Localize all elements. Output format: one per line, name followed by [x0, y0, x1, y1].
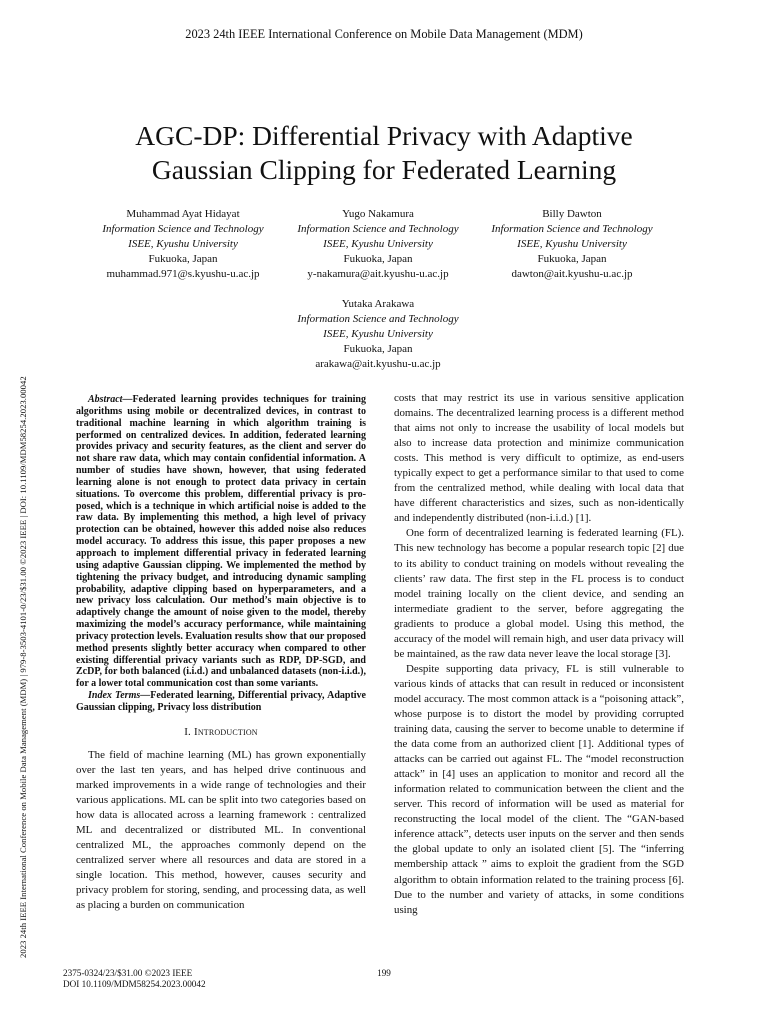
body-paragraph: One form of decentralized learning is federated learning (FL). This new technology has become a popular research topic [2] due to its ability to conduct training on models without revealing the clients’ raw data. The first step in the FL process is to conduct model training locally on the client device, and sending an intermediate gradient to the server, before aggregating the gradients to produce a global model. Using this method, the accuracy of the model will remain high, and user data privacy will be maintained, as the raw data never leave the local storage [3].	[394, 527, 684, 660]
index-terms	[76, 690, 366, 714]
sidebar-citation-text: 2023 24th IEEE International Conference on Mobile Data Management (MDM) | 979-8-3503-4101-0/23/$31.00 ©2023 IEEE | DOI: 10.1109/MDM58254.2023.00042	[18, 376, 28, 958]
conference-header: 2023 24th IEEE International Conference on Mobile Data Management (MDM)	[185, 27, 583, 41]
author-block	[268, 297, 488, 372]
author-block	[73, 207, 293, 282]
author-email: y-nakamura@ait.kyushu-u.ac.jp	[307, 268, 449, 280]
index-terms-text: Federated learning, Differential privacy, Adaptive Gaussian clipping, Privacy loss distribution	[76, 690, 366, 713]
footer-copyright: 2375-0324/23/$31.00 ©2023 IEEE	[63, 968, 193, 978]
author-email: dawton@ait.kyushu-u.ac.jp	[511, 268, 633, 280]
intro-paragraph: The field of machine learning (ML) has grown exponentially over the last ten years, and has helped drive continuous and marked improvements in a wide range of technologies and their various applications. ML can be split into two categories based on how data is allocated across a learning framework : centralized ML and decentralized or distributed ML. In conventional centralized ML, the approaches commonly depend on the centralized server where all resources and data are stored in a single location. This method, however, causes security and privacy problem for storing, sending, and processing data, as well as placing a burden on communication	[76, 748, 366, 912]
author-dept: Information Science and Technology	[297, 223, 459, 235]
author-location: Fukuoka, Japan	[343, 253, 413, 265]
author-dept: Information Science and Technology	[491, 223, 653, 235]
author-univ: ISEE, Kyushu University	[323, 328, 433, 340]
author-email: muhammad.971@s.kyushu-u.ac.jp	[106, 268, 260, 280]
author-block	[462, 207, 682, 282]
abstract	[76, 394, 366, 690]
left-column	[76, 394, 366, 913]
author-name: Yutaka Arakawa	[341, 298, 415, 310]
title-line-1: AGC-DP: Differential Privacy with Adaptive	[135, 120, 633, 151]
author-location: Fukuoka, Japan	[148, 253, 218, 265]
author-dept: Information Science and Technology	[297, 313, 459, 325]
body-paragraph: Despite supporting data privacy, FL is still vulnerable to various kinds of attacks that can result in reduced or inconsistent model accuracy. The most common attack is a “poisoning attack”, whose purpose is to distort the model by providing corrupted training data, causing the server to become unable to determine if the data come from an authorized client [1]. Additional types of attacks can be carried out against FL. The “model reconstruction attack” in [4] uses an application to monitor and record all the information related to communication between the client and the server. This record of information will be used as material for reconstructing the local model of the client. The “GAN-based inference attack”, detects user inputs on the server and then sends the global update to only an isolated client [5]. The “inferring membership attack ” aims to exploit the gradient from the SGD algorithm to obtain information related to the training process [6]. Due to the number and variety of attacks, in some conditions using	[394, 662, 684, 916]
title-line-2: Gaussian Clipping for Federated Learning	[151, 154, 617, 185]
author-univ: ISEE, Kyushu University	[323, 238, 433, 250]
index-terms-label: Index Terms—	[88, 690, 151, 702]
author-univ: ISEE, Kyushu University	[128, 238, 238, 250]
right-column	[394, 391, 684, 918]
author-location: Fukuoka, Japan	[343, 343, 413, 355]
section-heading: I. Introduction	[184, 725, 258, 738]
author-name: Muhammad Ayat Hidayat	[126, 208, 240, 220]
author-block	[268, 207, 488, 282]
footer-doi: DOI 10.1109/MDM58254.2023.00042	[63, 979, 206, 989]
page-number: 199	[377, 968, 391, 978]
author-univ: ISEE, Kyushu University	[517, 238, 627, 250]
abstract-label: Abstract—	[88, 394, 133, 405]
author-email: arakawa@ait.kyushu-u.ac.jp	[315, 358, 441, 370]
author-dept: Information Science and Technology	[102, 223, 264, 235]
author-name: Billy Dawton	[542, 208, 602, 220]
author-location: Fukuoka, Japan	[537, 253, 607, 265]
author-name: Yugo Nakamura	[342, 208, 414, 220]
body-paragraph: costs that may restrict its use in various sensitive application domains. The decentralized learning process is a different method that aims not only to increase the usability of local models but also to increase data protection and minimize communication costs. This method is very difficult to optimize, as end-users typically expect to get a performance similar to that used to come from the centralized method, while dealing with local data that have different characteristics and sizes, such as non-identically and independently distributed (non-i.i.d.) [1].	[394, 392, 684, 525]
abstract-text: Federated learning provides techniques for training algorithms using mobile or decentralized devices, in contrast to traditional machine learning in which algorithm training is performed on centralized devices. In addition, federated learning provides privacy and security features, as the client and server do not share raw data, which may contain confidential information. A number of studies have shown, however, that using federated learning alone is not enough to protect data privacy in certain situations. To overcome this problem, differential privacy is proposed, which is a technique in which artificial noise is added to the raw data. By implementing this method, a high level of privacy protection can be obtained, however this added noise also reduces model accuracy. To address this issue, this paper proposes a new approach to implement differential privacy in federated learning using adaptive Gaussian clipping. We implemented the method by tightening the privacy budget, and introducing dynamic sampling probability, adaptive clipping based on hyperparameters, and a new privacy loss calculation. Our method’s main objective is to adaptively change the amount of noise given to the model, thereby maximizing the model’s accuracy performance, while maintaining privacy protection levels. Evaluation results show that our proposed method presents slightly better accuracy when compared to other existing differential privacy variants such as RDP, DP-SGD, and ZcDP, for both balanced (i.i.d.) and unbalanced datasets (non-i.i.d.), for a lower total communication cost than some variants.	[76, 394, 366, 690]
paper-title	[0, 119, 768, 187]
